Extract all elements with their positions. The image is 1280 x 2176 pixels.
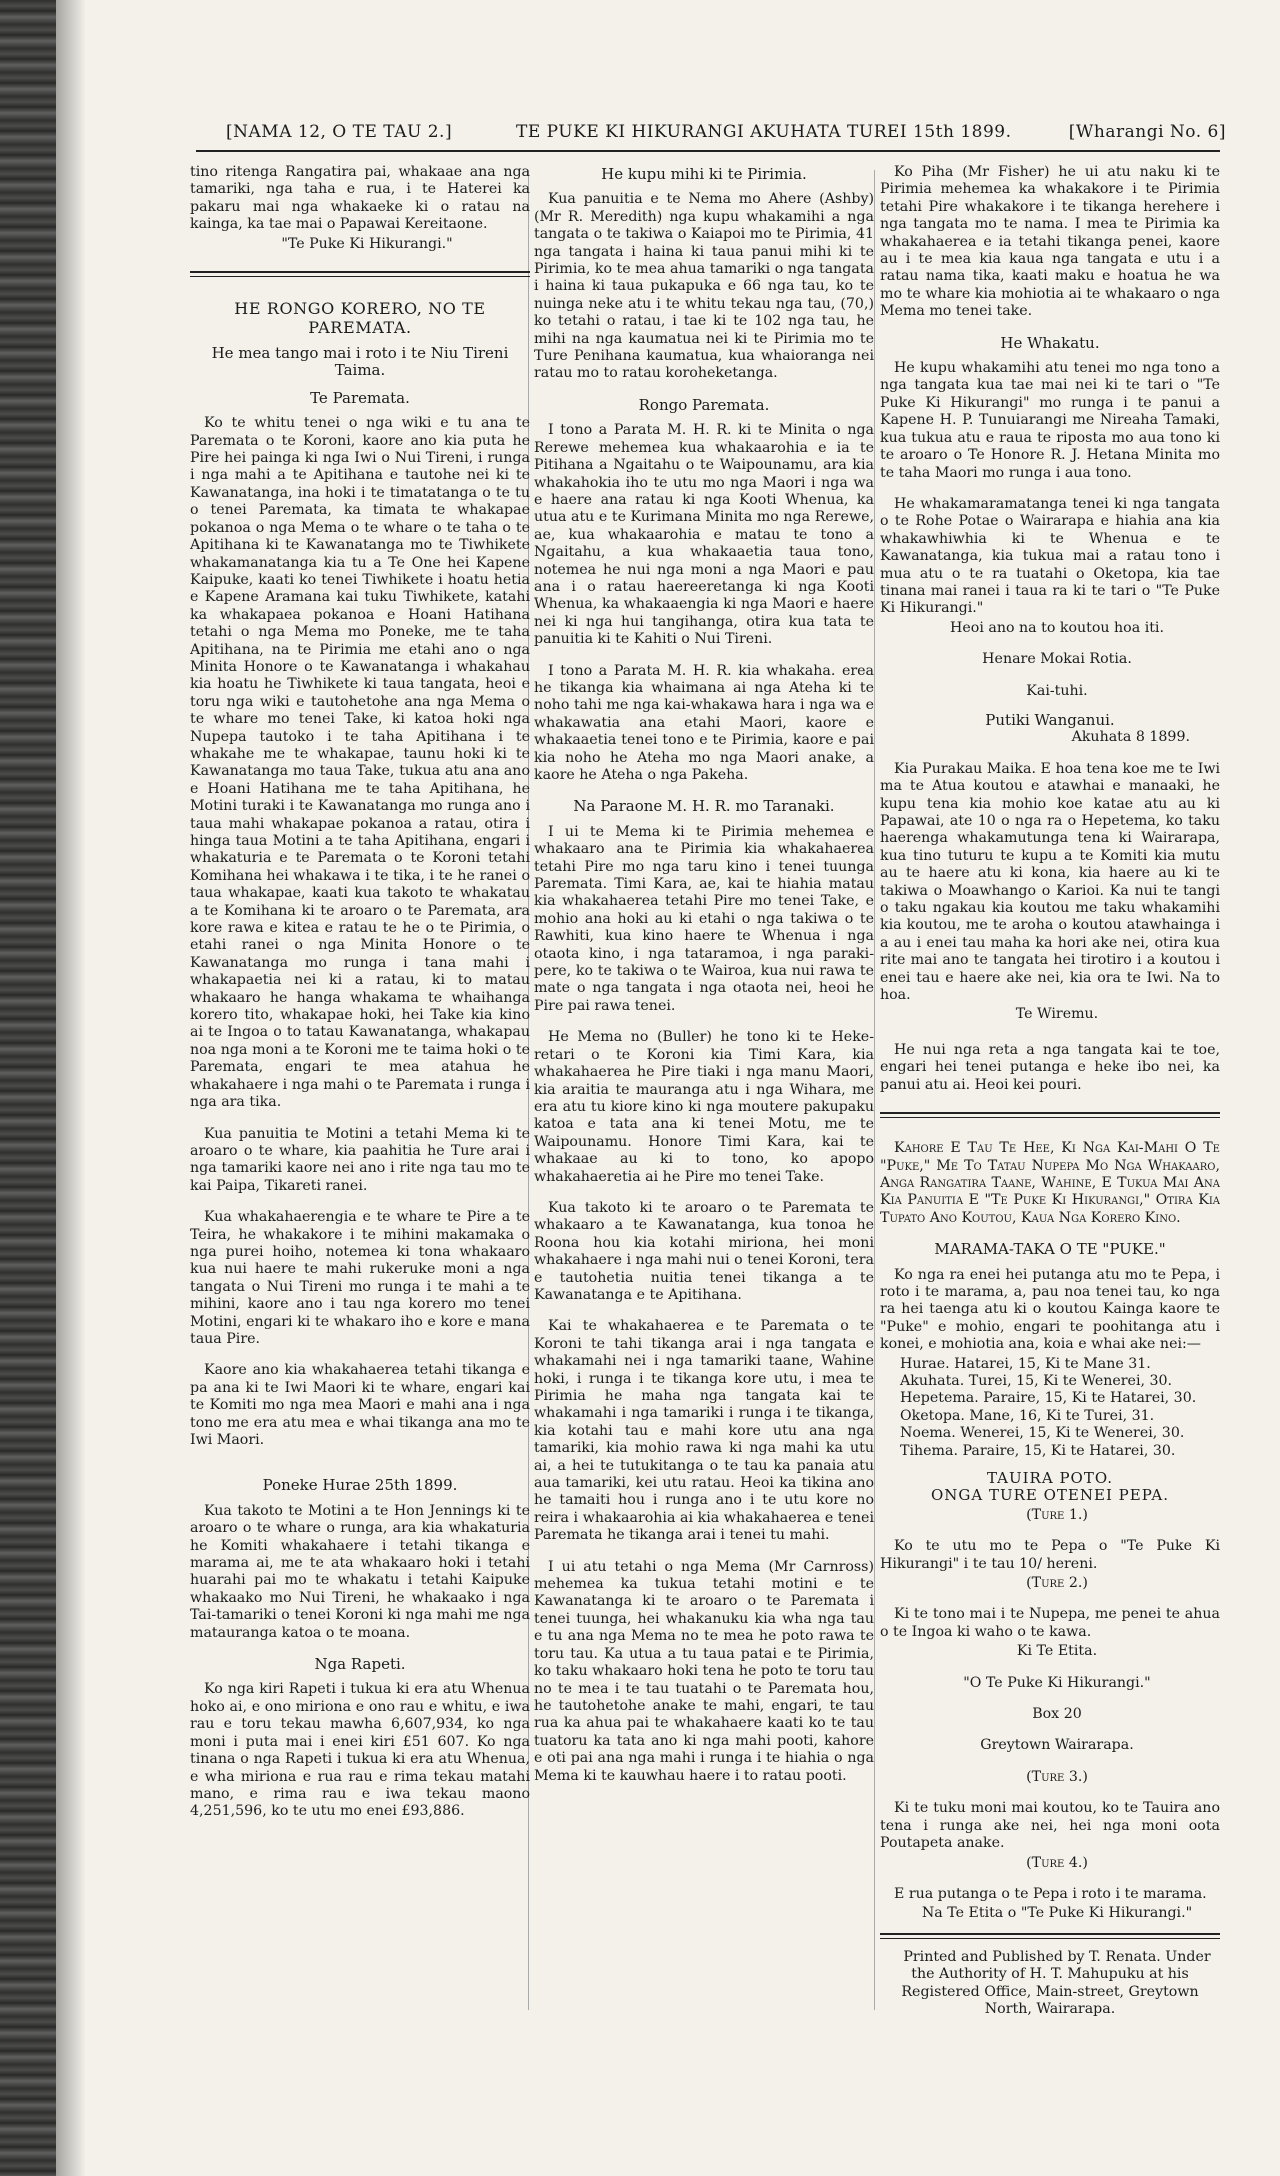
- signature-name: Henare Mokai Rotia.: [982, 651, 1132, 668]
- schedule-row: Akuhata. Turei, 15, Ki te Wenerei, 30.: [900, 1372, 1173, 1389]
- column-3: [880, 164, 1220, 2017]
- paragraph: Ko Piha (Mr Fisher) he ui atu naku ki te Pirimia mehemea ka whakakore i te Pirimia tetahi Pire whakakore i te tikanga herehere i nga tangata mo te nama. I mea te Pirimia ka whakahaerea e ia tetahi tikanga penei, kaore au i te mea kia kaua nga tangata e utu i a ratau nama tika, kaati maku e hoatua he wa mo te whare kia mohiotia ai te whakaaro o nga Mema mo tenei take.: [880, 164, 1220, 320]
- rule-text: Ko te utu mo te Pepa o "Te Puke Ki Hikurangi" i te tau 10/ hereni.: [880, 1538, 1220, 1572]
- paragraph: He Mema no (Buller) he tono ki te Heke-retari o te Koroni kia Timi Kara, kia whakahaerea he Pire tiaki i nga manu Maori, kia araitia te mauranga atu i nga Wihara, me era atu tu kiore kino ki nga moutere pakupaku katoa e tata ana ki tenei Motu, me te Waipounamu. Honore Timi Kara, kai te whakaae au ki to tono, ko apopo whakahaeretia ai he Pire mo tenei Take.: [534, 1029, 874, 1185]
- article-heading: HE RONGO KORERO, NO TE PAREMATA.: [234, 299, 486, 338]
- rule-label: (Ture 1.): [1026, 1506, 1088, 1523]
- rule-text: E rua putanga o te Pepa i roto i te marama.: [894, 1885, 1207, 1902]
- signature-line: Heoi ano na to koutou hoa iti.: [950, 619, 1164, 636]
- address-line: "O Te Puke Ki Hikurangi.": [963, 1674, 1151, 1691]
- schedule-row: Noema. Wenerei, 15, Ki te Wenerei, 30.: [900, 1425, 1185, 1442]
- publication-schedule: [900, 1356, 1220, 1460]
- paragraph: I tono a Parata M. H. R. kia whakaha. erea he tikanga kia whaimana ai nga Ateha ki te noho tahi me nga kai-whakawa hara i nga wa e whakawatia ana etahi Maori, kaore e whakaaetia tenei tono e te Pirimia, kaore e pai kia noho he Ateha mo nga Maori anake, a kaore he Ateha o nga Pakeha.: [534, 662, 874, 783]
- paragraph: Kaore ano kia whakahaerea tetahi tikanga e pa ana ki te Iwi Maori ki te whare, engari kai te Komiti mo nga mea Maori e mahi ana i nga tono me era atu mea e whai tikanga ana mo te Iwi Maori.: [190, 1362, 530, 1448]
- column-1: [190, 164, 530, 2014]
- header-rule: [196, 150, 1220, 152]
- paragraph: He whakamaramatanga tenei ki nga tangata o te Rohe Potae o Wairarapa e hiahia ana kia whakawhiwhia ki te Whenua e te Kawanatanga, kia tukua mai a ratau tono i mua atu o te ra tuatahi o Oketopa, kia tae tinana mai ranei i taua ra ki te tari o "Te Puke Ki Hikurangi.": [880, 495, 1220, 617]
- section-heading: Te Paremata.: [310, 388, 410, 407]
- schedule-row: Oketopa. Mane, 16, Ki te Turei, 31.: [900, 1407, 1155, 1424]
- paragraph: Ko nga ra enei hei putanga atu mo te Pepa, i roto i te marama, a, pau noa tenei tau, ko nga ra hei taenga atu ki o koutou Kainga kaore te "Puke" e mohio, engari te poohitanga atu i konei, e mohiotia ana, koia e whai ake nei:—: [880, 1266, 1220, 1353]
- column-rule: [874, 170, 875, 2010]
- paragraph: Kua panuitia e te Nema mo Ahere (Ashby) (Mr R. Meredith) nga kupu whakamihi a nga tangata o te takiwa o Kaiapoi mo te Pirimia, 41 nga tangata i haina ki taua panui mihi ki te Pirimia, ko te mea ahua tamariki o nga tangata i haina ki taua pukapuka e 66 nga tau, ko te nuinga neke atu i te whitu tekau nga tau, (70,) ko tetahi o ratau, i tae ki te 102 nga tau, he mihi na nga kaumatua nei ki te Pirimia mo te Ture Penihana kaumatua, kua whaioranga nei ratau mo to ratau koroheketanga.: [534, 191, 874, 382]
- paragraph: I tono a Parata M. H. R. ki te Minita o nga Rerewe mehemea kua whakaarohia e ia te Pitihana a Ngaitahu o te Waipounamu, ara kia whakahokia iho te utu mo nga Maori i nga wa e haere ana ratau ki nga Kooti Whenua, ka utua atu e te Kurimana Minita mo nga Rerewe, ae, kua whakaarohia e matau te tono a Ngaitahu, a kua whakaaetia taua tono, notemea he nui nga moni a nga Maori e pau ana i o ratau haereeretanga ki nga Kooti Whenua, ka whakaaengia ki nga Maori e haere nei ki nga hui tangihanga, otira kua tata te panuitia ki te Kahiti o Nui Tireni.: [534, 422, 874, 648]
- page-header: [226, 122, 1226, 150]
- schedule-row: Tihema. Paraire, 15, Ki te Hatarei, 30.: [900, 1442, 1176, 1459]
- section-rule: [880, 1112, 1220, 1118]
- section-rule: [190, 271, 530, 277]
- rule-text: Ki te tuku moni mai koutou, ko te Tauira ano tena i runga ake nei, hei nga moni oota Poutapeta anake.: [880, 1800, 1220, 1852]
- paragraph: I ui te Mema ki te Pirimia mehemea e whakaaro ana te Pirimia kia whakahaerea tetahi Pire mo nga taru kino i tenei tuunga Paremata. Timi Kara, ae, kai te hiahia matau kia whakahaerea tetahi Pire mo tenei Take, e mohio ana hoki au ki etahi o nga takiwa o te Rawhiti, kua kino haere te Whenua i nga otaota kino, i nga tataramoa, i nga paraki-pere, ko te takiwa o te Wairoa, kua nui rawa te mate o nga tangata i nga otaota nei, heoi he Pire pai rawa tenei.: [534, 823, 874, 1014]
- lead-signature: "Te Puke Ki Hikurangi.": [281, 235, 453, 252]
- rule-label: (Ture 2.): [1026, 1575, 1088, 1592]
- section-heading: He Whakatu.: [1000, 333, 1100, 352]
- paragraph: Kua takoto te Motini a te Hon Jennings ki te aroaro o te whare o runga, ara kia whakaturia he Komiti whakahaere i tetahi tikanga e marama ai, me te ata whakaaro hoki i tetahi huarahi pai mo te whakatu i tetahi Kaipuke whakaako mo Nui Tireni, he whakaako i nga Tai-tamariki o tenei Koroni ki nga mahi me nga matauranga katoa o te moana.: [190, 1502, 530, 1641]
- article-subheading: He mea tango mai i roto i te Niu Tireni Taima.: [211, 344, 509, 380]
- paragraph: Ko nga kiri Rapeti i tukua ki era atu Whenua hoko ai, e ono miriona e ono rau e whitu, e iwa rau e toru tekau mawha 6,607,934, ko nga moni i puta mai i enei kiri £51 607. Ko nga tinana o nga Rapeti i tukua ki era atu Whenua, e wha miriona e rua rau e rima tekau matahi mano, e rima rau e iwa tekau maono 4,251,596, ko te utu mo enei £93,886.: [190, 1681, 530, 1820]
- paragraph: Kua takoto ki te aroaro o te Paremata te whakaaro a te Kawanatanga, kua tonoa he Roona hou kia kotahi miriona, hei moni whakahaere i nga mahi nui o tenei Koroni, tera e tautohetia nuitia tenei tikanga a te Kawanatanga e te Apitihana.: [534, 1199, 874, 1303]
- book-binding-edge: [0, 0, 56, 2176]
- section-heading: MARAMA-TAKA O TE "PUKE.": [934, 1240, 1166, 1259]
- section-heading: TAUIRA POTO.: [986, 1469, 1114, 1487]
- dateline: Akuhata 8 1899.: [1071, 729, 1190, 746]
- paragraph: Kua panuitia te Motini a tetahi Mema ki te aroaro o te whare, kia paahitia he Ture arai i nga tamariki kaore nei ano i rite nga tau mo te kai Paipa, Tikareti ranei.: [190, 1125, 530, 1194]
- masthead-title-date: TE PUKE KI HIKURANGI AKUHATA TUREI 15th 1899.: [516, 122, 1012, 142]
- paragraph: He nui nga reta a nga tangata kai te toe, engari hei tenei putanga e heke ibo nei, ka panui atu ai. Heoi kei pouri.: [880, 1041, 1220, 1093]
- letter-signature: Te Wiremu.: [1015, 1006, 1099, 1023]
- schedule-row: Hepetema. Paraire, 15, Ki te Hatarei, 30.: [900, 1390, 1197, 1407]
- paragraph: I ui atu tetahi o nga Mema (Mr Carnross) mehemea ka tukua tetahi motini e te Kawanatanga ki te aroaro o te Paremata i tenei tuunga, hei whakanuku kia wha nga tau e tu ana nga Mema no te mea he poto rawa te toru tau. Ka utua a tu taua patai e te Pirimia, ko taku whakaaro hoki tena he poto te toru tau no te mea i te tau tuatahi o te Paremata hou, he tautohetohe anake te mahi, engari, te tau rua ka ahua pai te whakahaere kaati ko te tau tuatoru ka tata ano ki nga mahi pooti, kahore e oti pai ana nga mahi i runga i te hiahia o nga Mema ki te kauwhau haere i to ratau pooti.: [534, 1558, 874, 1784]
- printer-imprint: Printed and Published by T. Renata. Under the Authority of H. T. Mahupuku at his Registered Office, Main-street, Greytown North, Wairarapa.: [901, 1948, 1211, 2017]
- rule-label: (Ture 4.): [1026, 1854, 1088, 1871]
- lead-paragraph: tino ritenga Rangatira pai, whakaae ana nga tamariki, nga taha e rua, i te Haterei ka pakaru mai nga whakaeke ki o ratau na kainga, ka tae mai o Papawai Kereitaone.: [190, 164, 530, 233]
- section-subheading: ONGA TURE OTENEI PEPA.: [930, 1486, 1170, 1505]
- issue-number: [NAMA 12, O TE TAU 2.]: [226, 122, 453, 142]
- paragraph: Ko te whitu tenei o nga wiki e tu ana te Paremata o te Koroni, kaore ano kia puta he Pire hei painga ki nga Iwi o Nui Tireni, i runga i nga mahi a te Apitihana e tautohe nei ki te Kawanatanga, ina hoki i te timatatanga o te tu o tenei Paremata, ka timata te whakapae pokanoa o nga Mema o te whare o te taha o te Apitihana ki te Kawanatanga mo te Tiwhikete whakamanatanga kia tu a Te One hei Kapene Kaipuke, kaati ko tenei Tiwhikete i hoatu hetia e Kapene Aramana kai tuku Tiwhikete, katahi ka whakapaea pokanoa e Hoani Hatihana tetahi o nga Mema mo Poneke, me te taha Apitihana, na te Pirimia me etahi ano o nga Minita Honore o te Kawanatanga i whakahau kia hoatu he Tiwhikete ki taua tangata, heoi e toru nga wiki e tautohetohe ana nga Mema o te whare mo tenei Take, ki katoa hoki nga Nupepa tautoko i te taha Apitihana i te whakahe me te whakapae, taunu hoki ki te Kawanatanga mo taua Take, tukua atu ana ano e Hoani Hatihana me te taha Apitihana, he Motini turaki i te Kawanatanga mo runga ano i taua mahi whakapae pokanoa a ratau, otira i hinga taua Motini a te taha Apitihana, engari i whakaturia e te Paremata o te Koroni tetahi Komihana hei whakawa i te tika, i te he ranei o taua whakapae, kaati kua takoto te whakatau a te Komihana ki te aroaro o te Paremata, ara kore rawa e kitea e ratau te he o te Pirimia, o etahi ranei o nga Minita Honore o te Kawanatanga mo runga i tana mahi i whakapaetia nei ki a ratau, ki to matau whakaaro he hanga whakama te whaihanga korero tito, whakapae hoki, hei Take kia kino ai te Ingoa o to tatau Kawanatanga, whakapau noa nga moni a te Koroni me te taima hoki o te Paremata, engari te mea atahua he whakahaere i nga mahi o te Paremata i runga i nga ara tika.: [190, 415, 530, 1111]
- signature-role: Kai-tuhi.: [1026, 682, 1088, 699]
- address-line: Ki Te Etita.: [1016, 1643, 1098, 1660]
- rule-label: (Ture 3.): [1026, 1768, 1088, 1785]
- section-heading: Putiki Wanganui.: [985, 710, 1115, 729]
- dateline: Poneke Hurae 25th 1899.: [262, 1476, 458, 1495]
- address-line: Greytown Wairarapa.: [980, 1737, 1134, 1754]
- section-heading: Nga Rapeti.: [314, 1655, 406, 1674]
- section-rule: [880, 1933, 1220, 1939]
- section-heading: Rongo Paremata.: [638, 395, 770, 414]
- page-number: [Wharangi No. 6]: [1068, 122, 1226, 142]
- paragraph: He kupu whakamihi atu tenei mo nga tono a nga tangata kua tae mai nei ki te tari o "Te Puke Ki Hikurangi" mo runga i te panui a Kapene H. P. Tunuiarangi me Nireaha Tamaki, kua tukua atu e raua te riposta mo aua tono ki te aroaro o Te Honore R. J. Hetana Minita mo te taha Maori mo runga i aua tono.: [880, 360, 1220, 481]
- section-heading: He kupu mihi ki te Pirimia.: [601, 165, 807, 183]
- column-2: [534, 164, 874, 2014]
- schedule-row: Hurae. Hatarei, 15, Ki te Mane 31.: [900, 1355, 1151, 1372]
- editorial-notice: Kahore E Tau Te Hee, Ki Nga Kai-Mahi O Te "Puke," Me To Tatau Nupepa Mo Nga Whakaaro, Anga Rangatira Taane, Wahine, E Tukua Mai Ana Kia Panuitia E "Te Puke Ki Hikurangi," Otira Kia Tupato Ano Koutou, Kaua Nga Korero Kino.: [880, 1140, 1220, 1226]
- paragraph: Kai te whakahaerea e te Paremata o te Koroni te tahi tikanga arai i nga tangata e whakamahi nei i nga tamariki taane, Wahine hoki, i runga i te tikanga kore utu, i mea te Pirimia he maha nga tangata kai te whakamahi i nga tamariki i runga i te tikanga, kia kotahi tau e mahi kore utu ana nga tamariki, kia mohio rawa ki nga mahi ka utu ai, a hei te tutukitanga o te tau ka panaia atu aua tamariki, kei utu ratau. Heoi ka tikina ano he tamaiti hou i runga ano i te utu kore no reira i whakaarohia ai kia whakahaerea e tenei Paremata he tikanga arai i tenei tu mahi.: [534, 1318, 874, 1544]
- editor-signature: Na Te Etita o "Te Puke Ki Hikurangi.": [921, 1905, 1193, 1922]
- rule-text: Ki te tono mai i te Nupepa, me penei te ahua o te Ingoa ki waho o te kawa.: [880, 1606, 1220, 1640]
- address-line: Box 20: [1032, 1706, 1082, 1723]
- letter-body: Kia Purakau Maika. E hoa tena koe me te Iwi ma te Atua koutou e atawhai e manaaki, he kupu tena kia mohio koe katae atu au ki Papawai, ate 10 o nga ra o Hepetema, ko taku haerenga whakamutunga tena ki Wairarapa, kua tino tuturu te kupu a te Komiti kia mutu au te haere atu ki kona, kia haere au ki te takiwa o Moawhango o Karioi. Ka nui te tangi o taku ngakau kia koutou me taku whakamihi kia koutou, me te aroha o koutou atawhainga i a au i enei tau maha ka hori ake nei, otira kua rite mai ano te tangata hei tirotiro i a koutou i enei tau e haere ake nei, kia ora te Iwi. Na to hoa.: [880, 760, 1220, 1004]
- paragraph: Kua whakahaerengia e te whare te Pire a te Teira, he whakakore i te mihini makamaka o nga purei hoiho, notemea ki tona whakaaro kua nui haere te mahi rukeruke moni a nga tangata o Nui Tireni mo runga i te mahi a te mihini, kaore ano i tau nga korero mo tenei Motini, engari ki te whakaro iho e kore e mana taua Pire.: [190, 1209, 530, 1347]
- section-heading: Na Paraone M. H. R. mo Taranaki.: [573, 797, 835, 816]
